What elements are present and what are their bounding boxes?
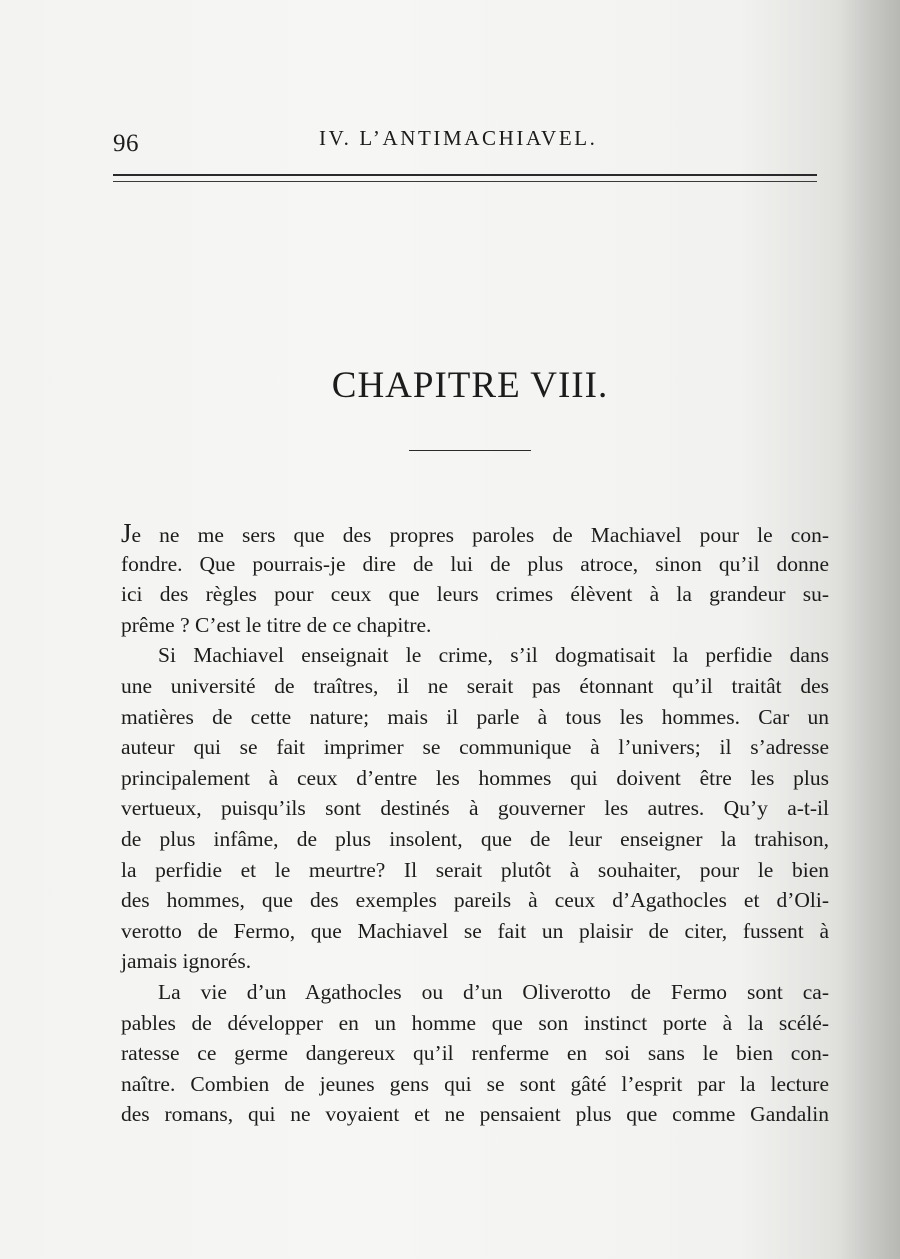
chapter-rule bbox=[409, 450, 531, 451]
running-head bbox=[113, 122, 818, 162]
text-line-16: La vie d’un Agathocles ou d’un Oliverotto de Fermo sont ca- bbox=[158, 979, 829, 1004]
text-line-18: ratesse ce germe dangereux qu’il renferme en soi sans le bien con- bbox=[121, 1041, 829, 1066]
header-rule-thick bbox=[113, 174, 817, 176]
page-edge-shadow bbox=[840, 0, 900, 1259]
drop-cap: J bbox=[121, 518, 132, 548]
text-line-9: principalement à ceux d’entre les hommes qui doivent être les plus bbox=[121, 765, 829, 790]
text-line-19: naître. Combien de jeunes gens qui se sont gâté l’esprit par la lecture bbox=[121, 1071, 829, 1096]
page-number: 96 bbox=[113, 130, 139, 157]
body-text bbox=[121, 518, 829, 1130]
text-line-6: une université de traîtres, il ne serait pas étonnant qu’il traitât des bbox=[121, 673, 829, 698]
text-line-1: Je ne me sers que des propres paroles de Machiavel pour le con- bbox=[121, 518, 829, 548]
text-line-15: jamais ignorés. bbox=[121, 949, 252, 974]
text-line-11: de plus infâme, de plus insolent, que de leur enseigner la trahison, bbox=[121, 826, 829, 851]
chapter-title: CHAPITRE VIII. bbox=[331, 365, 609, 406]
text-line-2: fondre. Que pourrais-je dire de lui de plus atroce, sinon qu’il donne bbox=[121, 551, 829, 576]
text-line-7: matières de cette nature; mais il parle à tous les hommes. Car un bbox=[121, 704, 829, 729]
text-line-20: des romans, qui ne voyaient et ne pensaient plus que comme Gandalin bbox=[121, 1102, 829, 1127]
text-line-13: des hommes, que des exemples pareils à ceux d’Agathocles et d’Oli- bbox=[121, 888, 829, 913]
text-line-17: pables de développer en un homme que son instinct porte à la scélé- bbox=[121, 1010, 829, 1035]
text-line-5: Si Machiavel enseignait le crime, s’il dogmatisait la perfidie dans bbox=[158, 643, 829, 668]
text-line-8: auteur qui se fait imprimer se communique à l’univers; il s’adresse bbox=[121, 735, 829, 760]
header-rule-thin bbox=[113, 181, 817, 182]
text-line-14: verotto de Fermo, que Machiavel se fait un plaisir de citer, fussent à bbox=[121, 918, 829, 943]
text-line-12: la perfidie et le meurtre? Il serait plutôt à souhaiter, pour le bien bbox=[121, 857, 829, 882]
text-line-4: prême ? C’est le titre de ce chapitre. bbox=[121, 612, 432, 637]
text-line-10: vertueux, puisqu’ils sont destinés à gouverner les autres. Qu’y a-t-il bbox=[121, 796, 829, 821]
text-line-3: ici des règles pour ceux que leurs crimes élèvent à la grandeur su- bbox=[121, 582, 829, 607]
running-title: IV. L’ANTIMACHIAVEL. bbox=[319, 126, 598, 150]
